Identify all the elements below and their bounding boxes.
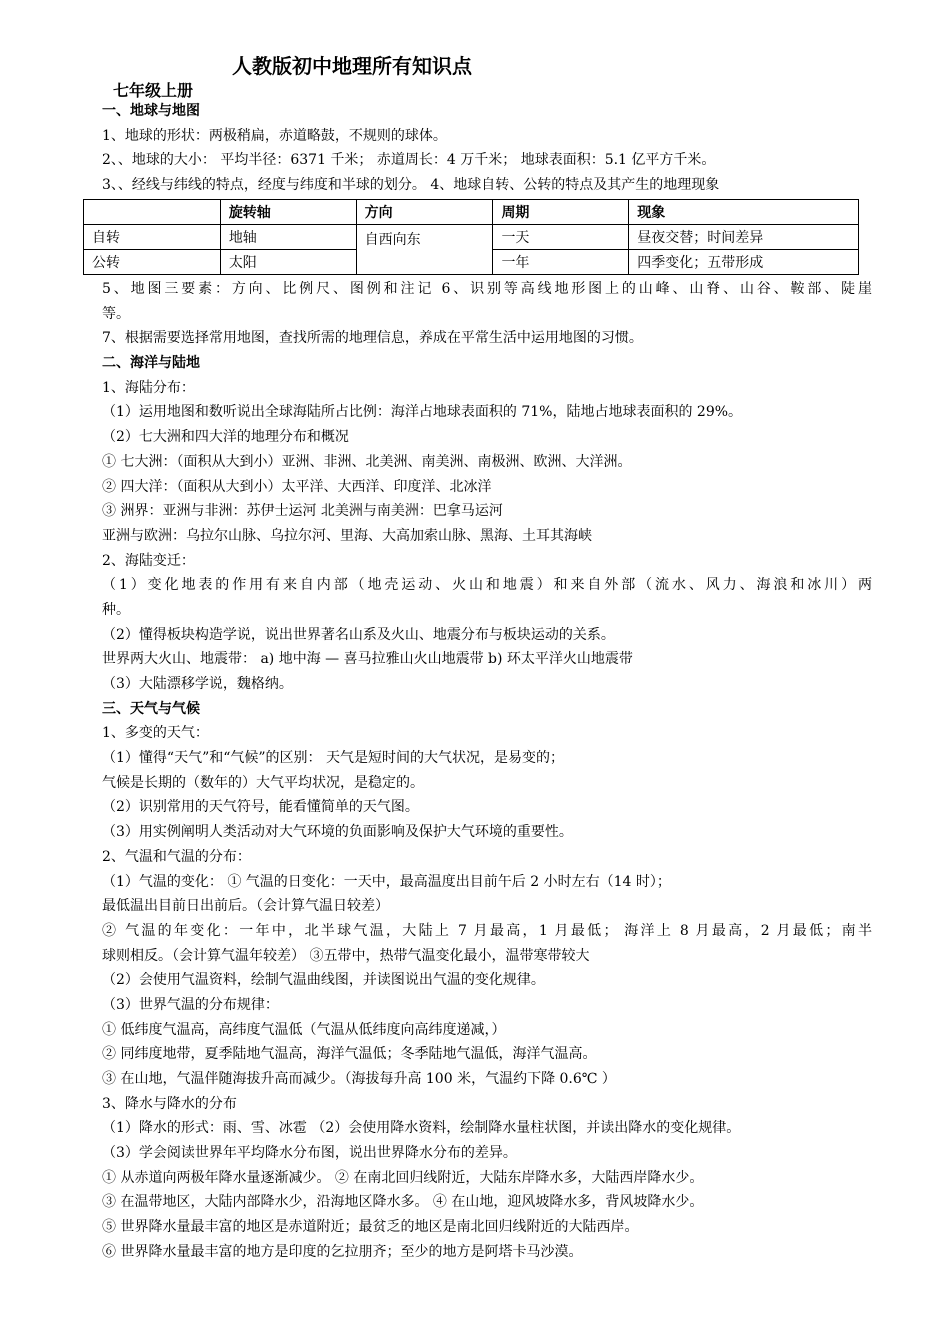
document-title: 人教版初中地理所有知识点 [232, 54, 472, 78]
text-line: 世界两大火山、地震带： a) 地中海 — 喜马拉雅山火山地震带 b) 环太平洋火山地震带 [102, 651, 633, 668]
table-cell: 自西向东 [356, 225, 493, 275]
section-heading: 三、天气与气候 [102, 700, 200, 717]
table-header-row [84, 200, 859, 225]
text-line: （1）变化地表的作用有来自内部（地壳运动、火山和地震）和来自外部（流水、风力、海浪和冰川）两 [102, 577, 872, 594]
table-cell: 地轴 [220, 225, 356, 250]
grade-heading: 七年级上册 [113, 81, 194, 100]
intro-section [102, 99, 872, 198]
text-line: ② 同纬度地带，夏季陆地气温高，海洋气温低；冬季陆地气温低，海洋气温高。 [102, 1046, 597, 1063]
section-heading: 二、海洋与陆地 [102, 355, 200, 372]
table-cell: 公转 [84, 250, 221, 275]
text-line: （2）识别常用的天气符号，能看懂简单的天气图。 [102, 799, 419, 816]
text-line: ① 七大洲：（面积从大到小）亚洲、非洲、北美洲、南美洲、南极洲、欧洲、大洋洲。 [102, 453, 632, 470]
text-line: ③ 在山地，气温伴随海拔升高而减少。（海拔每升高 100 米，气温约下降 0.6℃ ） [102, 1071, 616, 1087]
text-line: 球则相反。（会计算气温年较差） ③五带中，热带气温变化最小，温带寒带较大 [102, 947, 590, 964]
text-line: （2）懂得板块构造学说，说出世界著名山系及火山、地震分布与板块运动的关系。 [102, 626, 615, 643]
text-line: ③ 在温带地区，大陆内部降水少，沿海地区降水多。 ④ 在山地，迎风坡降水多，背风坡降水少。 [102, 1194, 704, 1211]
text-line: （1）气温的变化： ① 气温的日变化：一天中，最高温度出目前午后 2 小时左右（14 时）； [102, 873, 671, 890]
text-line: ⑥ 世界降水量最丰富的地方是印度的乞拉朋齐；至少的地方是阿塔卡马沙漠。 [102, 1243, 583, 1260]
text-line: 1、多变的天气： [102, 725, 209, 742]
table-header-cell: 旋转轴 [220, 200, 356, 225]
text-line: ② 气温的年变化：一年中，北半球气温，大陆上 7 月最高，1 月最低； 海洋上 8 月最高，2 月最低；南半 [102, 922, 872, 939]
text-line: （2）会使用气温资料，绘制气温曲线图，并读图说出气温的变化规律。 [102, 972, 545, 989]
text-line: ⑤ 世界降水量最丰富的地区是赤道附近；最贫乏的地区是南北回归线附近的大陆西岸。 [102, 1219, 639, 1236]
table-cell: 一天 [493, 225, 629, 250]
text-line: 2、气温和气温的分布： [102, 848, 251, 865]
text-line: （1）运用地图和数听说出全球海陆所占比例：海洋占地球表面积的 71%，陆地占地球表面积的 29%。 [102, 404, 743, 421]
table-cell: 太阳 [220, 250, 356, 275]
text-line: 3、、经线与纬线的特点，经度与纬度和半球的划分。 4、地球自转、公转的特点及其产生的地理现象 [102, 177, 720, 194]
text-line: 最低温出目前日出前后。（会计算气温日较差） [102, 898, 389, 915]
text-line: 等。 [102, 305, 130, 322]
table-header-cell: 周期 [493, 200, 629, 225]
text-line: ③ 洲界：亚洲与非洲：苏伊士运河 北美洲与南美洲：巴拿马运河 [102, 503, 503, 520]
body-section [102, 277, 872, 1265]
table-cell: 自转 [84, 225, 221, 250]
table-cell: 四季变化；五带形成 [629, 250, 859, 275]
table-header-cell [84, 200, 221, 225]
text-line: ① 从赤道向两极年降水量逐渐减少。 ② 在南北回归线附近，大陆东岸降水多，大陆西岸降水少。 [102, 1169, 704, 1186]
text-line: ② 四大洋：（面积从大到小）太平洋、大西洋、印度洋、北冰洋 [102, 478, 492, 495]
text-line: 2、、地球的大小： 平均半径：6371 千米； 赤道周长：4 万千米； 地球表面积：5.1 亿平方千米。 [102, 152, 716, 169]
text-line: 1、海陆分布： [102, 379, 195, 396]
text-line: 亚洲与欧洲：乌拉尔山脉、乌拉尔河、里海、大高加索山脉、黑海、土耳其海峡 [102, 527, 592, 544]
section-heading: 一、地球与地图 [102, 103, 200, 119]
table-header-cell: 方向 [356, 200, 493, 225]
rotation-revolution-table [83, 199, 859, 275]
table-cell: 昼夜交替；时间差异 [629, 225, 859, 250]
text-line: 2、海陆变迁： [102, 552, 195, 569]
text-line: 气候是长期的（数年的）大气平均状况，是稳定的。 [102, 774, 424, 791]
table-row [84, 225, 859, 250]
table-header-cell: 现象 [629, 200, 859, 225]
text-line: 5、地图三要素：方向、比例尺、图例和注记 6、识别等高线地形图上的山峰、山脊、山谷、鞍部、陡崖 [102, 281, 872, 297]
text-line: （2）七大洲和四大洋的地理分布和概况 [102, 429, 349, 446]
text-line: （3）世界气温的分布规律： [102, 996, 279, 1013]
text-line: 种。 [102, 601, 130, 618]
text-line: （3）用实例阐明人类活动对大气环境的负面影响及保护大气环境的重要性。 [102, 824, 573, 841]
text-line: ① 低纬度气温高，高纬度气温低（气温从低纬度向高纬度递减，） [102, 1021, 506, 1038]
table-cell: 一年 [493, 250, 629, 275]
text-line: （3）学会阅读世界年平均降水分布图，说出世界降水分布的差异。 [102, 1145, 517, 1162]
text-line: 7、根据需要选择常用地图，查找所需的地理信息，养成在平常生活中运用地图的习惯。 [102, 330, 643, 347]
text-line: 3、降水与降水的分布 [102, 1095, 237, 1112]
text-line: 1、地球的形状：两极稍扁，赤道略鼓，不规则的球体。 [102, 127, 447, 144]
text-line: （3）大陆漂移学说，魏格纳。 [102, 676, 293, 692]
text-line: （1）降水的形式：雨、雪、冰雹 （2）会使用降水资料，绘制降水量柱状图，并读出降水的变化规律。 [102, 1120, 741, 1137]
text-line: （1）懂得“天气”和“气候”的区别： 天气是短时间的大气状况，是易变的； [102, 750, 564, 767]
